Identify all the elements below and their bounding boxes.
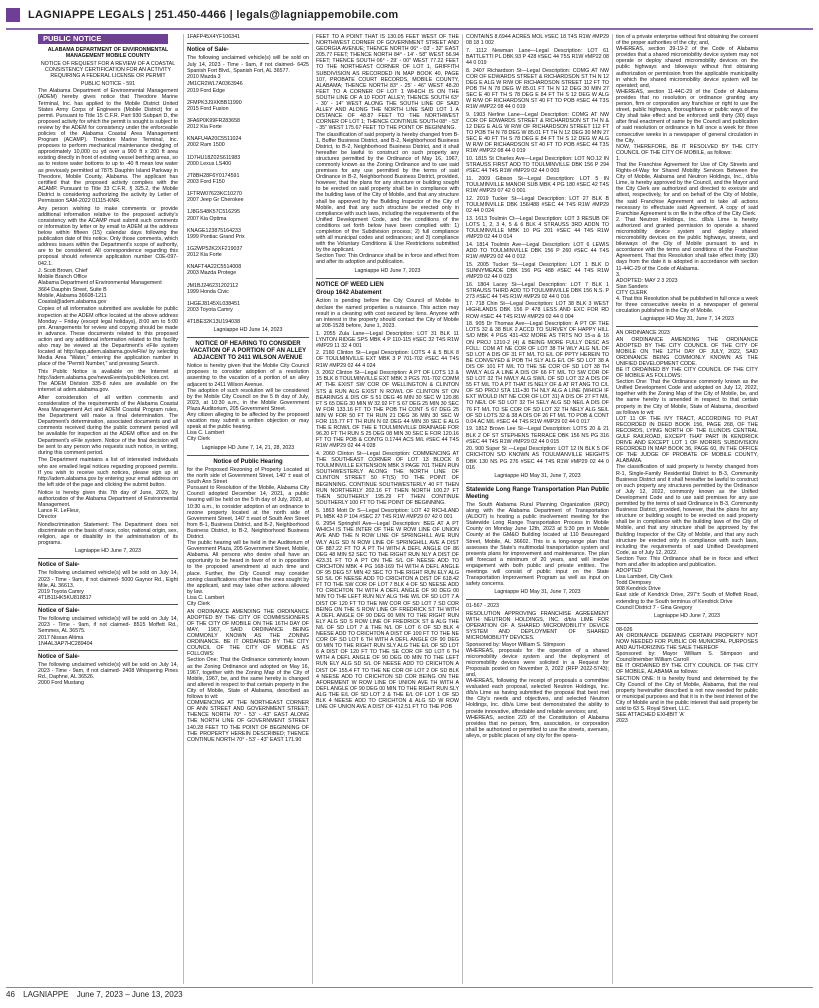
notice-paragraph: FEET TO A POINT THAT IS 130.05 FEET WEST OF THE NORTHWEST CORNER OF GOVERNMENT STREET AND GEORGIA AVENUE; THENCE NORTH 06° - 03' - 32" EAST 205.77 FEET; THENCE NORTH 84° - 14' - 58" WEST 56.94 FEET; THENCE SOUTH 06° - 29' - 00" WEST 77.22 FEET TO THE NORTHEAST CORNER OF LOT 1, GRIFFITH SUBDIVISION AS RECORDED IN MAP BOOK 40, PAGE 107, PROBATE COURT RECORDS, MOBILE COUNTY, ALABAMA; THENCE NORTH 83° - 25' - 46" WEST 48.20 FEET TO A CORNER OF LOT 1 WHICH IS ON THE SOUTH LINE OF A 10 FOOT ALLEY; THENCE SOUTH 63° - 30' - 14" WEST ALONG THE SOUTH LINE OF SAID ALLEY AND ALONG THE NORTH LINE SAID LOT 1 A DISTANCE OF 48.87 FEET TO THE NORTHWEST CORNER OF LOT 1; THENCE CONTINUE SOUTH 08° - 53' - 35" WEST 175.67 FEET TO THE POINT OF BEGINNING. The classification of said property is hereby changed from B-1, Buffer Business District, and B-2, Neighborhood Business District, to B-2, Neighborhood Business District, and it shall hereafter be lawful to construct on such property any structures permitted by the Ordinance of May 16, 1967, commonly known as the Zoning Ordinance and to use said premises for any use permitted by the terms of said Ordinance in B-2, Neighborhood Business District, provided, however, that the plans for any structure or building sought to be erected on said property shall be in compliance with the building laws of the City of Mobile, and that any structure shall be approved by the Building Inspector of the City of Mobile, and that any such structure be erected only in compliance with such laws, including the requirements of the Unified Development Code, and the conditions of the conditions set forth below have been complied with: 1) completion of the Subdivision process; 2) full compliance with all municipal codes and ordinances; and 3) compliance with the Voluntary Conditions & Use Restrictions submitted by the applicant. Section Two: This Ordinance shall be in force and effect from and after its adoption and publication. — [316, 34, 459, 266]
divider — [38, 604, 178, 605]
publication-credit: Lagniappe HD June 7, 2023 — [354, 267, 421, 274]
notice-heading: Notice of Sale- — [38, 607, 80, 614]
contact-address: J. Scott Brown, Chief Mobile Branch Office Alabama Department of Environmental Management 3664 Dauphin Street, Suite B Mobile, Alabama 36608-1211 Coastal@adem.alabama.gov — [38, 268, 162, 305]
publication-credit: Lagniappe HD June 14, 2023 — [213, 327, 283, 334]
column-2 — [187, 34, 309, 982]
column-4 — [466, 34, 609, 982]
lien-item: 6. 2954 Springhill Ave—Legal Description: BEG AT A PT WHICH IS THE INTER OF THE W ROW LINE OF UNION AVE AND THE N ROW LINE OF SPRINGHILL AVE RUN WLY ALG SD N ROW LINE OF SPRINGHILL AVE A DIST OF 887.22 FT TO A PT TH WITH A DEFL ANGLE OF 86 DEG 48 MIN 52 SEC TO THE RIGHT RUN NLY A DIST OF 423.31 FT TO A PT ON THE S/L OF NEESE ADD TO CRICHTON MBK 4 PG 168-169 TH WITH A DEFL ANGLE OF 95 DEG 57 MIN 42 SEC TO THE RIGHT RUN ELY ALG SD S/L OF NEESE ADD TO CRICHTON A DIST OF 618.42 FT TO THE SW COR OF LOT 7 BLK 4 OF SD NEESE ADD TO CRICHTON TH WITH A DEFL ANGLE OF 90 DEG 00 MIN TO THE LEFT RUN NLY ALG THE W/L OF SD LOT 7 A DIST OF 120 FT TO THE NW COR OF SD LOT 7 SD COR BEING ON THE S ROW LINE OF FREDRICK ST TH WITH A DEFL ANGLE OF 90 DEG 00 MIN TO THE RIGHT RUN ELY ALG SD S ROW LINE OF FREDRICK ST & ALG THE N/L OF SD LOT 7 & THE N/L OF LOT 6 OF SD BLK 4 NEESE ADD TO CRICHTON A DIST OF 100 FT TO THE NE COR OF SD LOT 6 TH WITH A DEFL ANGLE OF 90 DEG 00 MIN TO THE RIGHT RUN SLY ALG THE E/L OF SD LOT 6 A DIST OF 120 FT TO THE SE COR OF SD LOT 6 TH WITH A DEFL ANGLE OF 90 DEG 00 MIN TO THE LEFT RUN ELY ALG SD S/L OF NEESE ADD TO CRICHTON A DIST OF 155.4 FT TO THE NE COR OF LOT 2 OF SD BLK 4 NEESE ADD TO CRICHTON SD COR BEING ON THE AFOREMENT W ROW LINE OF UNION AVE TH WITH A DEFL ANGLE OF 90 DEG 00 MIN TO THE RIGHT RUN SLY ALG THE E/L OF SD LOT 2 & THE E/L OF LOT 1 OF SD BLK 4 NEESE ADD TO CRICHTON & ALG SD W ROW LINE OF UNION AVE A DIST OF 412.51 FT TO THE POB — [316, 521, 459, 711]
lien-item: 2. 2160 Clinton St—Legal Description: LOTS 4 & 5 BLK 8 OF TOULMINVILLE EXT MBK 3 P 701-702 #SEC 44 T4S R1W #MP29 02 44 4 024 — [316, 350, 459, 369]
lien-item: 7. 1112 Newman Lane—Legal Description: LOT 61 BATTLETTI PL DBK 93 P 428 #SEC 44 T5S R1W #MP22 08 44 0 019 — [466, 47, 609, 66]
issue-dates: June 7, 2023 – June 13, 2023 — [76, 990, 183, 999]
resolution-number: 01-567 - 2023 — [466, 603, 499, 610]
divider — [466, 483, 609, 484]
notice-paragraph: The following unclaimed vehicle(s) will be sold on July 14, 2023 - Time - 9am, if not claimed- 8515 Moffett Rd., Semmes, AL 36575. 2017 Nissan Altima 1N4AL3AP7HC289404 — [38, 616, 178, 647]
notice-heading: NOTICE OF HEARING TO CONSIDER VACATION OF A PORTION OF AN ALLEY ADJACENT TO 2411 WILSON AVENUE — [189, 341, 307, 361]
divider — [316, 278, 459, 279]
lien-item: 4. 2060 Clinton St—Legal Description: COMMENCING AT THE SOUTHEAST CORNER OF LOT 13 BLOCK 8 TOULMINVILLE EXTENSION MBK 3 PAGE 701 THEN RUN SOUTHWESTERLY ALONG THE NORTH LINE OF CLINTON STREET 50 FT(S) TO THE POINT OF BEGINNING. CONTINUE SOUTHWESTERLY 40 FT THEN RUN NORTHERLY 202.16 FT THEN NORTH 100.27 FT THEN SOUTHERLY 195.29 FT THEN CONTINUE SOUTHERLY 100 FT TO THE POINT OF BEGINNING. — [316, 451, 459, 506]
vehicle-list: JM1CR2WL7A0363946 2019 Ford Edge 2FMPK3J9XKBB11990 2015 Ford Fusion 3FA6P0K99FR283658 2012 Kia Forte KNAFU4A20C5511024 2002 Ram 1500 1D7HU18Z02S611983 2000 Lexus LS400 JT8BH28F6Y0174591 2003 Ford F150 1FTRW07623KC10270 2007 Jeep Gr Cherokee 1J8GS48K57C516295 2007 Kia Optima KNAGE123875164233 1999 Pontiac Grand Prix 1G2WP52K2XF219037 2012 Kia Forte KNAFT4A22C5514008 2003 Mazda Protege JM1BJ246231202112 1999 Honda Civic 1HGEJ8145XL038451 2003 Toyota Camry 4T1BE32K13U194038 — [187, 81, 245, 326]
publication-credit: Lagniappe HD June 7, 2023 — [654, 612, 720, 619]
page-footer — [6, 987, 813, 1002]
page-header — [6, 6, 813, 30]
divider — [187, 43, 309, 44]
lien-item: CONTAINS 8.6944 ACRES MOL #SEC 18 T4S R1W #MP29 08 18 1 002 — [466, 34, 609, 47]
divider — [187, 455, 309, 456]
publication-credit: Lagniappe HD June 7, 14, 21, 28, 2023 — [201, 444, 295, 451]
notice-heading: Notice of Sale- — [187, 47, 229, 54]
notice-heading: Notice of Public Hearing — [213, 458, 283, 465]
column-3 — [316, 34, 459, 982]
notice-paragraph: Notice is hereby given that the Mobile City Council proposes to consider adoption of a resolution assenting to the vacation of a portion of an alley adjacent to 2411 Wilson Avenue. The adoption of such resolution will be considered by the Mobile City Council on the 5 th day of July, 2023, at 10:30 a.m., in the Mobile Government Plaza Auditorium, 205 Government Street. Any citizen alleging to be affected by the proposed vacation may submit a written objection or may speak at the public hearing. Lisa C. Lambert City Clerk — [187, 363, 309, 443]
lien-item: 14. 1814 Toulmin Ave—Legal Description: LOT 6 LEWIS ADD TO TOULMINVILLE DBK 156 P 260 #SEC 44 T4S R1W #MP29 02 44 0 012 — [466, 241, 609, 260]
lien-item: 18. 905 Dr Thomas Ave—Legal Description: A PT OF THE LOTS 32 & 38 BLK 2 ACCD TO SURVEY OF HAPPY HILL S/D MBK 4 PGS 431-432 MORE AS TRTS NO 15-a & 16 ON PROJ 1210-2 (4) & BEING MORE FULLY DESC AS FOLL: COM AT NE COR OF LOT 38 TH WLY ALG N/L OF SD LOT A DIS OF 31 FT M/L TO E/L OF PPTY HEREIN TO BE CONVEYED & POB TH SLY ALG E/L OF SD LOT 38 A DIS OF 101 FT M/L TO THE SE COR OF SD LOT 38 TH WWLY ALG A LINE A DIS OF 66 FT M/L TO SW COR OF SD LOT 32 TH NWLY ALG SW/L OF SD LOT 32 A DIS OF 55 FT M/L TO A PT THAT IS NELY OF & AT RT ANG TO C/L OF SD PROJ STA 111+30 TH NLY ALG A LINE (WHICH IF EXT WOULD INT NE COR OF LOT 31) A DIS OF 27 FT M/L TO NE/L OF SD LOT 32 TH SELY ALG SD NE/L A DIS OF 76 FT M/L TO SE COR OF SD LOT 32 TH NELY ALG SE/L OF SD LOTS 32 & 38 A DIS OF 26 FT M/L TO POB & CONT 0.04 AC M/L #SEC 44 T4S R1W #MP29 02 44 0 017 — [466, 321, 609, 425]
notice-paragraph: This Public Notice is available on the Internet at http://adem.alabama.gov/newsEvents/publicNotices.cnt. The ADEM Division 335-8 rules are available on the internet at adem.alabama.gov. — [38, 368, 178, 394]
notice-paragraph: Notice is hereby given this 7th day of June, 2023, by authorization of the Alabama Department of Environmental Management. Lance R. LeFleur, Director — [38, 489, 178, 520]
lien-item: 8. 2407 Richardson St—Legal Description: COMG AT NW COR OF EDWARDS STREET & RICHARDSON ST TH N 12 DEG E ALG W R/W OF RICHARDSON STREET 112 FT TO POB TH N 78 DEG W 85.01 FT TH N 12 DEG 30 MIN 27 SEC E 40 FT TH S 78 DEG E 84 FT TH S 12 DEG W ALG W R/W OF RICHARDSON ST 40 FT TO POB #SEC 44 T3S R1W #MP22 08 44 0 019 — [466, 67, 609, 111]
lien-item: 3. 2062 Clinton St—Legal Description: A PT OF LOTS 13 & 15 BLK 8 TOULMINVILLE EXT MBK 3 PGS 701-702 COMM AT THE EXIST SW COR OF WELLINGTON & CLINTON STS & RUN ALG EXIST N ROW/L OF CLINTON ST ON BEARINGS & DIS OF S 51 DEG 46 MIN 30 SEC W 120.86 FT S 65 DEG 30 MIN W 32.92 FT S 67 DEG 25 MIN 30 SEC W FOR 133.16 FT TO THE POB TH CONT S 67 DEG 25 MIN W FOR 50 FT TH RUN 21 DEG 36 MIN 30 SEC W FOR 115.77 FT TH RUN N 02 DEG 44 MIN 30 SEC E ALG THE E ROW/L OF THE E TOULMINVILLE DRAINAGE FOR 96.20 FT TH RUN S 25 DEG 08 MIN 30 SEC E FOR 120.16 FT TO THE POB & CONTG 0.1744 ACS M/L #SEC 44 T4S R1W #MP29 02 44 4 028 — [316, 370, 459, 450]
header-text: LAGNIAPPE LEGALS | 251.450-4466 | legals@lagniappemobile.com — [28, 9, 399, 21]
lien-item: 11. 2009 Gibson St—Legal Description: LOT 5 IN TOULMINVILLE MANOR SUB MBK 4 PG 180 #SEC 42 T4S R1W #MP29 07 42 0 001 — [466, 176, 609, 195]
divider — [187, 337, 309, 338]
notice-paragraph: The Alabama Department of Environmental Management (ADEM) hereby gives notice that Theodore Marine Terminal, Inc. has applied to the Mobile District United States Army Corps of Engineers (Mobile District) for a permit. Pursuant to Title 15 C.F.R. Part 930 Subpart D, the proposed activity for which the permit is sought is subject to review by the ADEM for consistency under the enforceable policies of the Alabama Coastal Area Management Program (ACAMP). Theodore Marine Terminal, Inc. proposes to perform mechanical maintenance dredging of approximately 10,000 cu yd over a 900 ft x 200 ft area existing directly in front of existing vessel berthing areas, so as to restore water bottoms to up to -40 ft mean low water as previously permitted at 7875 Dauphin Island Parkway in Theodore, Mobile County, Alabama. The applicant has certified that the proposed activity complies with the ACAMP. Pursuant to Title 33 C.F.R. § 325.2, the Mobile District is considering authorizing the activity by Letter of Permission SAM-2022 01115-KNR. — [38, 88, 178, 205]
publication-name: LAGNIAPPE — [23, 990, 69, 999]
notice-title: ALABAMA DEPARTMENT OF ENVIRONMENTAL MANAGEMENT MOBILE COUNTY — [47, 47, 169, 60]
notice-paragraph: Any person wishing to make comments or provide additional information relative to the proposed activity's consistency with the ACAMP must submit such comments or information by letter or by email to ADEM at the address below within fifteen (15) calendar days following the publication date of this notice. Only those comments, which address issues within the Department's scope of authority, are to be considered. All correspondence regarding this proposal should reference application number C0E-097-042.1. — [38, 205, 178, 267]
vin-line: 1FAFP45X4YF106341 — [187, 34, 241, 40]
notice-paragraph: Copies of all information submitted are available for public inspection at the ADEM office located at the above address Monday – Friday (except legal holidays), 8:00 am to 5:00 pm. Arrangements for review and copying should be made in advance. These documents related to this proposed action and any additional information related to this facility also may be viewed at the Department's eFile system located at http://app.adem.alabama.gov/eFile/ by selecting Media Area "Water," entering the application number in place of the "Permit Number," and pressing Search. — [38, 306, 178, 368]
notice-subheading: Group 1642 Abatement — [316, 290, 382, 297]
divider — [38, 650, 178, 651]
notice-paragraph: The following unclaimed vehicle(s) will be sold on July 14, 2023 - Time - 9am, if not claimed- 2408 Whispering Pines Rd., Daphne, AL 36526. 2000 Ford Mustang — [38, 662, 178, 687]
notice-paragraph: The South Alabama Rural Planning Organization (RPO) along with the Alabama Department of Transportation (ALDOT) is hosting a public involvement meeting for the Statewide Long Range Transportation Process in Mobile County on Monday June 12th, 2023 at 5:30 pm in Mobile County at the GM&O Building located at 110 Beauregard Street, Mobile, AL 36602. This is a long-range plan that assesses the State's multimodal transportation system and presents plans for improvement and maintenance. The plan will forecast a minimum of 20 years, and will involve engagement with both public and private entities. The meetings will consist of public input on the State Transportation Improvement Program as well as input on safety concerns. — [466, 501, 609, 588]
notice-number: PUBLIC NOTICE - 591 — [80, 80, 136, 87]
header-square-icon — [6, 8, 20, 22]
column-1 — [38, 34, 178, 982]
lien-item: 12. 2019 Tucker St—Legal Description: LOT 27 BLK B TOULMINVILLE DBK 156/488 #SEC 44 T4S R1W #MP29 02 44 0 024 — [466, 195, 609, 215]
publication-credit: Lagniappe HD May 31, June 7, 2023 — [494, 472, 581, 479]
lien-item: 17. 718 Chin St—Legal Description: LOT 38 BLK 3 WEST HIGHLANDS DBK 156 P 478 LESS AND EXC FOR RD ROW #SEC 44 T4S R1W #MP29 02 44 0 004 — [466, 301, 609, 320]
notice-paragraph: 08-026 AN ORDINANCE DEEMING CERTAIN PROPERTY NOT NOW NEEDED FOR PUBLIC OR MUNICIPAL PURPOSES AND AUTHORIZING THE SALE THEREOF Sponsored by: Mayor William S. Stimpson and Councilmember William Carroll BE IT ORDAINED BY THE CITY COUNCIL OF THE CITY OF MOBILE, ALABAMA as follows: SECTION ONE: It is hereby found and determined by the City Council of the City of Mobile, Alabama, that the real property hereinafter described is not now needed for public or municipal purposes and that it is in the best interest of the City of Mobile and in the public interest that said property be sold to 63 S. Royal Street, LLC. SEE ATTACHED EXHIBIT 'A' 2023 — [616, 626, 758, 725]
column-divider — [462, 34, 463, 984]
column-divider — [612, 34, 613, 984]
notice-paragraph: The following unclaimed vehicle(s) will be sold on July 14, 2023 - Time - 9am, if not claimed- 6425 Spanish Fort Blvd., Spanish Fort, AL 36577. 2010 Mazda 3 — [187, 55, 309, 80]
column-divider — [183, 34, 184, 984]
notice-paragraph: The following unclaimed vehicle(s) will be sold on July 14, 2023 - Time - 9am, if not claimed- 5000 Gaynor Rd., Eight Mile, AL 36613. 2019 Toyota Camry 4T1B11HK5KU818817 — [38, 570, 178, 601]
notice-paragraph: Action is pending before the City Council of Mobile to declare the named properties a nuisance. This action may result in a cleaning with cost secured by liens. Anyone with an interest in the property should contact the City of Mobile at 208-1528 before, June 1, 2023. — [316, 298, 459, 329]
notice-paragraph: RESOLUTION APPROVING FRANCHISE AGREEMENT WITH NEUTRON HOLDINGS, INC. d/b/a LIME FOR OPERATION OF A SHARED MICROMOBILITY DEVICE SYSTEM AND DEPLOYMENT OF SHARED MICROMOBILITY DEVICES. Sponsored by: Mayor William S. Stimpson WHEREAS, proposals for the operation of a shared micromobility device system and the deployment of micromobility devices were solicited in a Request for Proposals posted on November 3, 2022 (RFP 2022-5743); and, WHEREAS, following the receipt of proposals a committee evaluated each proposal, selected Neutron Holdings, Inc. d/b/a Lime as having submitted the proposal that best met the City's needs and objectives, and selected Neutron Holdings, Inc. d/b/a Lime best demonstrated the ability to provide innovative, affordable and reliable services; and, WHEREAS, section 220 of the Constitution of Alabama provides that no person, firm, association, or corporation shall be authorized or permitted to use the streets, avenues, alleys, or public places of any city for the opera- — [466, 611, 609, 739]
notice-heading: NOTICE OF WEED LIEN — [316, 281, 384, 288]
lien-item: 10. 1815 St Charles Ave—Legal Description: LOT NO.12 IN STRAUSS FIRST ADD TO TOULMINVILLE DBK 156 P 294 #SEC 44 T4S R1W #MP29 02 44 0 003 — [466, 156, 609, 175]
notice-paragraph: Nondiscrimination Statement: The Department does not discriminate on the basis of race, color, national origin, sex, religion, age or disability in the administration of its programs. — [38, 521, 178, 546]
divider — [466, 599, 609, 600]
lien-item: 16. 1804 Lacey St—Legal Description: LOT 7 BLK 1 STRAUSS THIRD ADD TO TOULMINVILLE DBK 156 N.S. P 273 #SEC 44 T4S R1W #MP29 02 44 0 016 — [466, 281, 609, 300]
notice-paragraph: AN ORDINANCE 2023 AN ORDINANCE AMENDING THE ORDINANCE ADOPTED BY THE CITY COUNCIL OF THE CITY OF MOBILE ON THE 12TH DAY OF JULY, 2022, SAID ORDINANCE BEING COMMONLY KNOWN AS THE UNIFIED DEVELOPMENT CODE. BE IT ORDAINED BY THE CITY COUNCIL OF THE CITY OF MOBILE AS FOLLOWS: Section One: That the Ordinance commonly known as the Unified Development Code and adopted on July 12, 2022, together with the Zoning Map of the City of Mobile, be, and the same hereby is amended in respect to that certain property in the City of Mobile, State of Alabama, described as follows to wit: LOT 11 OF THE IVY TRACT, ACCORDING TO PLAT RECORDED IN DEED BOOK 156, PAGE 268, OF THE RECORDS, LYING NORTH OF THE ILLINOIS CENTRAL GULF RAILROAD, EXCEPT THAT PART IN KENDRICK DRIVE AND EXCEPT LOT 1 OF MORRIS SUBDIVISION RECORDED IN MAP BOOK 36, PAGE 60, IN THE OFFICE OF THE JUDGE OF PROBATE OF MOBILE COUNTY, ALABAMA. The classification of said property is hereby changed from R-1, Single-Family Residential District to B-3, Community Business District and it shall hereafter be lawful to construct on such property any structures permitted by the Ordinance of July 12, 2022, commonly known as the Unified Development Code and to use said premises for any use permitted by the terms of said Ordinance in B-3, Community Business District, provided, however, that the plans for any structure or building sought to be erected on said property shall be in compliance with the building laws of the City of Mobile, and that any structure shall be approved by the Building Inspector of the City of Mobile, and that any such structure be erected only in compliance with such laws, including the requirements of said Unified Development Code, as of July 12, 2022. Section Two: This Ordinance shall be in force and effect from and after its adoption and publication. ADOPTED Lisa Lambert, City Clerk Todd Dempsey 908 Kendrick Drive East side of Kendrick Drive, 297'± South of Moffett Road, extending to the South terminus of Kendrick Drive Council District 7 - Gina Gregory — [616, 330, 758, 611]
lien-item: 1. 2055 Zula Lane—Legal Description: LOT 31 BLK 11 LYNTON RIDGE SPS MBK 4 P 110-115 #SEC 32 T4S R1W #MP29 11 32 4 001 — [316, 330, 459, 349]
divider — [616, 326, 758, 327]
lien-item: 19. 1812 Brown Lee St—Legal Description: LOTS 20 & 21 BLK 2 OF ST STEPHENS TERRACE DBK 156 NS PG 316 #SEC 44 T4S R1W #MP29 02 44 0 015 — [466, 426, 609, 445]
publication-credit: Lagniappe HD May 31, June 7, 14 2023 — [640, 316, 734, 323]
divider — [616, 623, 758, 624]
notice-paragraph: for the Proposed Rezoning of Property Located at the north side of Government Street, 140' ± east of South Ann Street Pursuant to Resolution of the Mobile, Alabama City Council adopted December 14, 2021, a public hearing will be held on the 5 th day of July, 2023, at 10:30 a.m., to consider adoption of an ordinance to rezone property located at the north side of Government Street, 140' ± east of South Ann Street from B-1, Business District, and B-2, Neighborhood Business District, to B-2, Neighborhood Business District. The public hearing will be held in the Auditorium of Government Plaza, 205 Government Street, Mobile, Alabama. All persons who desire shall have an opportunity to be heard in favor of or in opposition to the proposed amendment at such time and place. Further, the City Council may consider zoning classifications other than the ones sought by the applicant, and may take other actions allowed by law. Lisa C. Lambert City Clerk — [187, 466, 309, 608]
notice-paragraph: The Department maintains a list of interested individuals who are emailed legal notices regarding proposed permits. If you wish to receive such notices, please sign up at http://adem.alabama.gov by entering your email address on the left side of the page and clicking the submit button. — [38, 457, 178, 488]
lien-item: 15. 2005 Tucker St—Legal Description: LOT 1 BLK D SUNNYMEADE DBK 156 PG 488 #SEC 44 T4S R1W #MP29 02 44 0 023 — [466, 261, 609, 280]
notice-heading: Notice of Sale- — [38, 562, 80, 569]
notice-paragraph: After consideration of all written comments and consideration of the requirements of the Alabama Coastal Area Management Act and ADEM Coastal Program rules, the Department will make a final determination. The Department's determination, associated documents and all comments received during the public comment period will be available for inspection at the ADEM office and on the Department's eFile system. Notice of the final decision will be sent to any person who requests such notice, in writing, during this comment period. — [38, 394, 178, 456]
column-divider — [312, 34, 313, 984]
lien-item: 20. 900 Super St —Legal Description: LOT 12 IN BLK 5 OF CRICHTON S/D KNOWN AS TOULMANVILLE HEIGHTS DBK 130 NS PG 276 #SEC 44 T4S R1W #MP29 02 44 0 016 — [466, 446, 609, 471]
page-number: 46 — [6, 990, 15, 999]
notice-subtitle: NOTICE OF REQUEST FOR A REVIEW OF A COASTAL CONSISTENCY CERTIFICATION FOR AN ACTIVITY REQUIRING A FEDERAL LICENSE OR PERMIT — [40, 60, 176, 79]
lien-item: 5. 1863 Mott Dr S—Legal Description: LOT 42 RICHLAND PL MBK 43 P 104 #SEC 27 T4S R1W #MP29 07 42 0 001 — [316, 507, 459, 520]
lien-item: 13. 1613 Toulmin Ct—Legal Description: LOT 3 RESUB OF LOTS 1, 2, 3 4, 5 & 6 BLK 4 STRAUSS 3RD ADDN TO TOULMINVILLE MBK 10 PG 201 #SEC 44 T4S R1W #MP29 02 44 0 014 — [466, 215, 609, 241]
column-5 — [616, 34, 758, 982]
public-notice-tag: PUBLIC NOTICE — [38, 34, 168, 44]
notice-heading: Statewide Long Range Transportation Plan Public Meeting — [466, 486, 609, 500]
publication-credit: Lagniappe HD June 7, 2023 — [75, 547, 141, 554]
lien-item: 9. 1903 Nerline Lane—Legal Description: COMG AT NW COR OF EDWARDS STREET & RICHARDSON ST TH N & 12 DEG E ALG W R/W OF RICHARDSON STREET 112 FT TO POB TH N 78 DEG W 85.01 FT TH N 12 DEG 30 MIN 27 SEC E 40 FT TH S 78 DEG E 84 FT TH S 12 DEG W ALG W R/W OF RICHARDSON ST 40 FT TO POB #SEC 44 T3S R1W #MP22 08 44 0 019 — [466, 111, 609, 155]
divider — [38, 558, 178, 559]
notice-paragraph: tion of a private enterprise without first obtaining the consent of the proper authorities of the city; and, WHEREAS, section 39-19-2 of the Code of Alabama provides that a shared micromobility device system may not operate or deploy shared micromobility devices on the public highways and bikeways without first obtaining authorization or permission from the applicable municipality in which the shared micromobility device system will be operated; and, WHEREAS, section 11-44C-29 of the Code of Alabama provides that no resolution or ordinance granting any person, firm or corporation any franchise or right to use the street, public highways, thoroughfares or public ways of the City shall take effect and be enforced until thirty (30) days after final enactment of same by the Council and publication of said resolution or ordinance in full once a week for three consecutive weeks in a newspaper of general circulation in the City. NOW, THEREFORE, BE IT RESOLVED BY THE CITY COUNCIL OF THE CITY OF MOBILE, as follows: 1. That the Franchise Agreement for Use of City Streets and Rights-of-Way for Shared Mobility Services Between the City of Mobile, Alabama and Neutron Holdings, Inc., d/b/a Lime, is hereby approved by the Council, and the Mayor and the City Clerk are authorized and directed to execute and attest, respectively, for and on behalf of the City of Mobile, the said Franchise Agreement and to take all actions necessary to effectuate said Agreement. A copy of said Franchise Agreement is on file in the office of the City Clerk. 2. That Neutron Holdings, Inc. d/b/a Lime is hereby authorized and granted permission to operate a shared micromobility device system and deploy shared micromobility devices on the public highways, streets, and bikeways of the City of Mobile pursuant to and in accordance with the terms and conditions of the Franchise Agreement. That this Resolution shall take effect thirty (30) days from the date it is adopted in accordance with section 11-44C-29 of the Code of Alabama. 3. ADOPTED: MAY 2 3 2023 Sian Sanders CITY CLERK 4. That this Resolution shall be published in full once a week for three consecutive weeks in a newspaper of general circulation published in the City of Mobile. — [616, 34, 758, 315]
notice-heading: Notice of Sale- — [38, 653, 80, 660]
notice-paragraph: AN ORDINANCE AMENDING THE ORDINANCE ADOPTED BY THE CITY OF COMMISSIONERS OF THE CITY OF MOBILE ON THE 16TH DAY OF MAY, 1967, SAID ORDINANCE BEING COMMONLY KNOWN AS THE ZONING ORDINANCE. BE IT ORDAINED BY THE CITY COUNCIL OF THE CITY OF MOBILE AS FOLLOWS: Section One: That the Ordinance commonly known as the Zoning Ordinance and adopted on May 16, 1967, together with the Zoning Map of the City of Mobile, 1967, be, and the same hereby is changed and altered in respect to that certain property in the City of Mobile, State of Alabama, described as follows to wit: COMMENCING AT THE NORTHEAST CORNER OF ANN STREET AND GOVERNMENT STREET; THENCE NORTH 70° - 53' - 43" EAST ALONG THE NORTH LINE OF GOVERNMENT STREET 140.28 FEET TO THE POINT OF BEGINNING OF THE PROPERTY HEREIN DESCRIBED; THENCE CONTINUE NORTH 70° - 53' - 43" EAST 171.90 — [187, 608, 309, 743]
publication-credit: Lagniappe HD May 31, June 7, 2023 — [494, 589, 581, 596]
